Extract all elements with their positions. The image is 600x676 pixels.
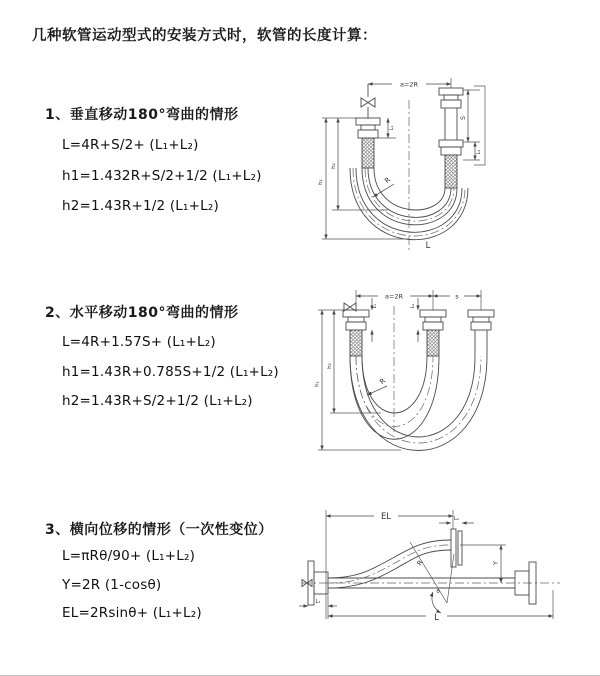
- theta-label: θ: [436, 589, 440, 595]
- dim-label-l1: L₁: [389, 125, 395, 131]
- dim-label-a2r: a=2R: [399, 80, 419, 89]
- dim-label-l2: L₂: [454, 516, 459, 522]
- section-1-heading: 1、垂直移动180°弯曲的情形: [45, 107, 239, 123]
- section-3-heading: 3、横向位移的情形（一次性变位）: [45, 522, 273, 538]
- dim-label-l: L: [434, 613, 439, 623]
- dim-label-s: S: [460, 116, 467, 120]
- formula-s2-h1: h1=1.43R+0.785S+1/2 (L₁+L₂): [62, 364, 279, 380]
- valve-icon: [361, 84, 375, 118]
- radius-label: R: [415, 558, 425, 568]
- radius-label: R: [378, 376, 388, 387]
- displaced-hose: [328, 540, 451, 588]
- dim-label-h1: h₁: [318, 179, 324, 185]
- middle-pipe-end: [420, 310, 446, 356]
- hose-arcs-position-1: [350, 356, 439, 439]
- left-pipe-end: [343, 310, 369, 356]
- formula-s1-h1: h1=1.432R+S/2+1/2 (L₁+L₂): [62, 168, 262, 184]
- diagram-lateral-displacement: [298, 500, 588, 660]
- formula-s2-L: L=4R+1.57S+ (L₁+L₂): [62, 334, 216, 350]
- dim-label-h2: h₂: [327, 363, 333, 369]
- dim-l2: [410, 298, 418, 342]
- dim-label-y: Y: [491, 561, 500, 565]
- formula-s1-h2: h2=1.43R+1/2 (L₁+L₂): [62, 198, 219, 214]
- formula-s3-Y: Y=2R (1-cosθ): [62, 577, 162, 593]
- formula-s2-h2: h2=1.43R+S/2+1/2 (L₁+L₂): [62, 393, 253, 409]
- radius-callout: [373, 176, 394, 197]
- dim-label-a2r: a=2R: [384, 292, 404, 301]
- dim-s-l2: [460, 86, 485, 165]
- dim-l2: [439, 516, 474, 523]
- dim-a2r: [368, 78, 451, 89]
- left-pipe-end: [356, 118, 380, 168]
- right-pipe-end: [439, 88, 463, 188]
- dim-l1: [372, 298, 378, 342]
- page-title: 几种软管运动型式的安装方式时，软管的长度计算：: [32, 28, 377, 44]
- section-2-heading: 2、水平移动180°弯曲的情形: [45, 305, 239, 321]
- diagram-horizontal-180-bend: [306, 282, 551, 467]
- dim-label-l1: L₁: [373, 303, 378, 309]
- diagram-vertical-180-bend: [308, 70, 548, 255]
- dim-label-h1: h₁: [314, 381, 321, 387]
- dim-label-s: s: [455, 292, 459, 301]
- shifted-pipe-end: [468, 310, 494, 356]
- radius-theta: [410, 542, 454, 613]
- length-label: L: [425, 241, 431, 251]
- radius-label: R: [383, 175, 393, 186]
- dim-label-l2: L₂: [411, 303, 416, 309]
- radius-callout: [367, 377, 387, 395]
- hose-arcs-position-2: [350, 356, 487, 451]
- formula-s3-EL: EL=2Rsinθ+ (L₁+L₂): [62, 605, 202, 621]
- dim-label-h2: h₂: [331, 163, 337, 169]
- dim-l1: [299, 599, 337, 606]
- formula-s3-L: L=πRθ/90+ (L₁+L₂): [62, 548, 196, 564]
- dim-y: [460, 545, 506, 583]
- dim-label-l2: L₂: [476, 149, 482, 155]
- dim-el: [326, 510, 453, 619]
- formula-s1-L: L=4R+S/2+ (L₁+L₂): [62, 137, 199, 153]
- dim-label-l1: L₁: [315, 599, 321, 605]
- dim-label-el: EL: [380, 512, 392, 522]
